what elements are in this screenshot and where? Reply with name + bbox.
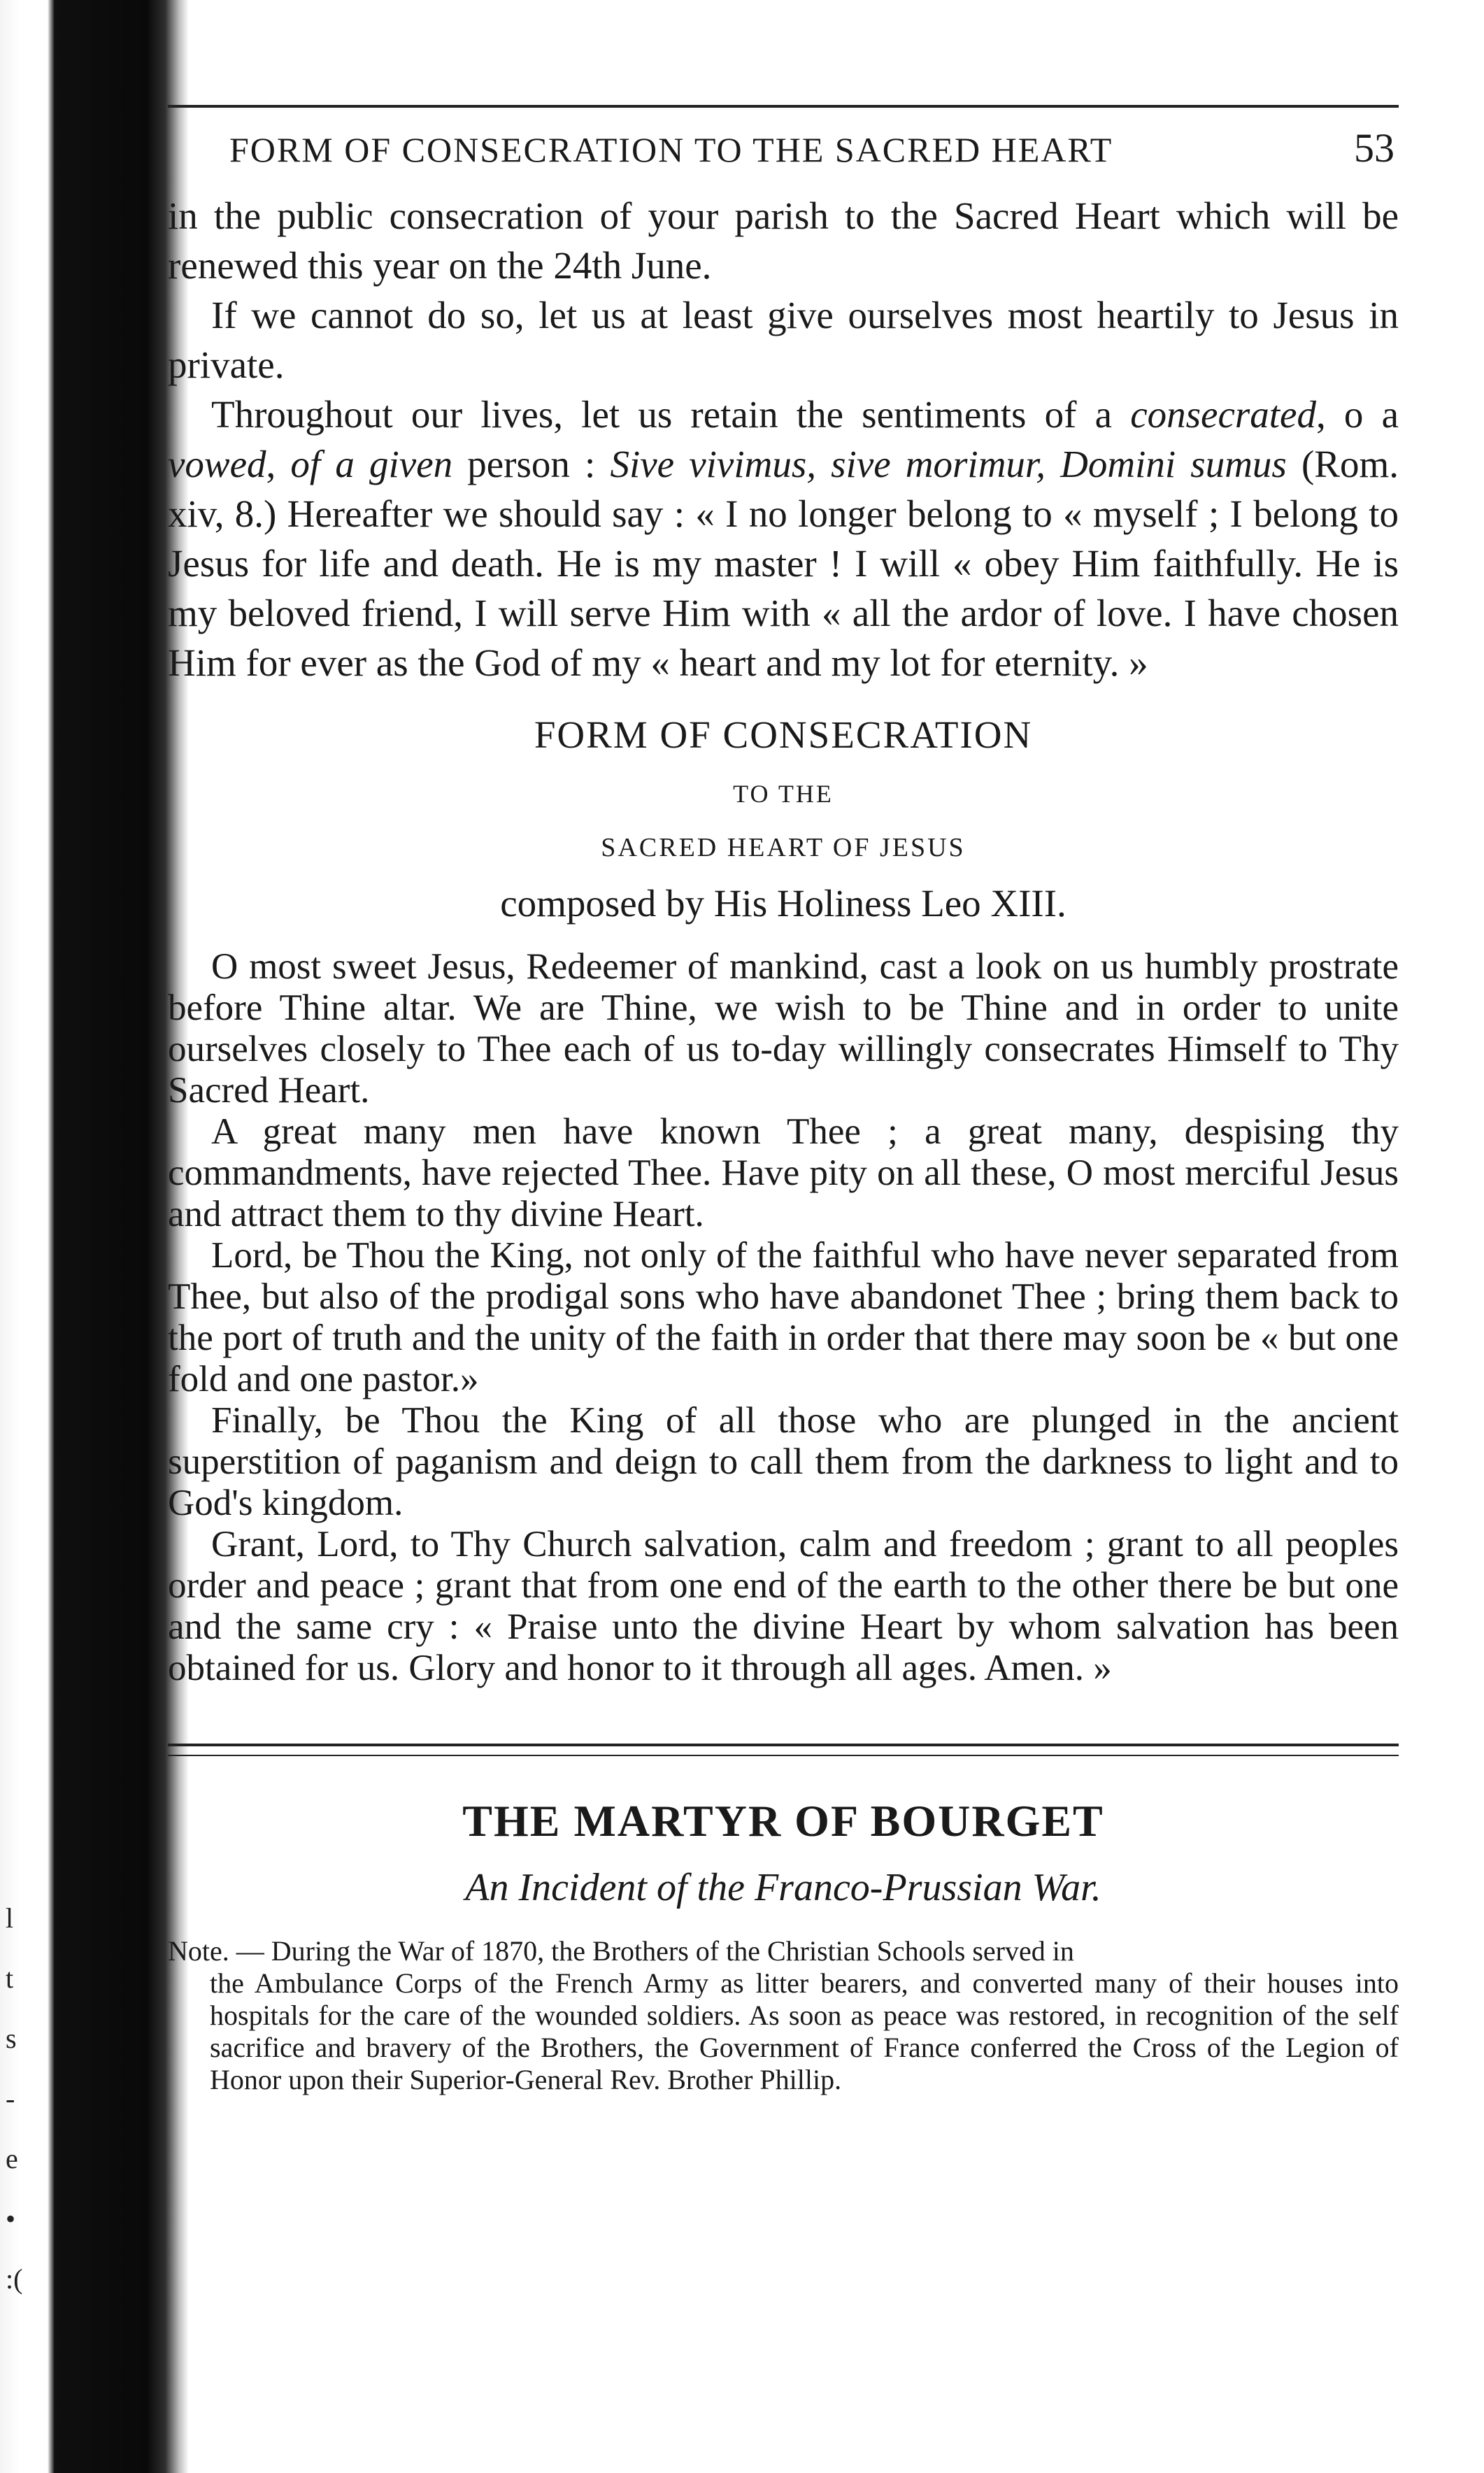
italic-text-run: consecrated bbox=[1130, 393, 1316, 436]
article-subtitle: An Incident of the Franco-Prussian War. bbox=[465, 1866, 1101, 1909]
margin-mark: s bbox=[6, 2023, 17, 2054]
note-body: the Ambulance Corps of the French Army as litter bearers, and converted many of their houses into hospitals for the care of the wounded soldiers. As soon as peace was restored, in recognition of the self sacrifice and bravery of the Brothers, the Government of France conferred the Cross of the Legion of Honor upon their Superior-General Rev. Brother Phillip. bbox=[210, 1967, 1399, 2095]
text-run: , bbox=[266, 443, 291, 485]
prayer-paragraph-2: A great many men have known Thee ; a great many, despising thy commandments, have rejected Thee. Have pity on all these, O most merciful Jesus and attract them to thy divine Heart. bbox=[168, 1111, 1399, 1234]
italic-text-run: of a given bbox=[290, 443, 453, 485]
consecration-attribution: composed by His Holiness Leo XIII. bbox=[500, 882, 1066, 925]
intro-paragraph-1: in the public consecration of your parish to the Sacred Heart which will be renewed this year on the 24th June. bbox=[168, 194, 1399, 287]
consecration-heading bbox=[168, 713, 1399, 925]
note-first-line: Note. — During the War of 1870, the Brothers of the Christian Schools served in bbox=[168, 1935, 1074, 1967]
text-run: , o a bbox=[1315, 393, 1399, 436]
margin-mark: l bbox=[6, 1902, 14, 1934]
text-run: person : bbox=[452, 443, 611, 485]
margin-marks bbox=[6, 1888, 34, 2309]
intro-paragraph-3 bbox=[168, 390, 1399, 687]
prayer-text bbox=[168, 946, 1399, 1689]
article-note bbox=[168, 1935, 1399, 2096]
margin-mark: e bbox=[6, 2143, 18, 2174]
prayer-paragraph-5: Grant, Lord, to Thy Church salvation, calm and freedom ; grant to all peoples order and peace ; grant that from one end of the earth to the other there be but one and the same cry : « Praise unto the divine Heart by whom salvation has been obtained for us. Glory and honor to it through all ages. Amen. » bbox=[168, 1524, 1399, 1688]
prayer-paragraph-4: Finally, be Thou the King of all those who are plunged in the ancient superstition of paganism and deign to call them from the darkness to light and to God's kingdom. bbox=[168, 1400, 1399, 1523]
consecration-title-line-3: SACRED HEART OF JESUS bbox=[601, 833, 966, 862]
prayer-paragraph-3: Lord, be Thou the King, not only of the faithful who have never separated from Thee, but also of the prodigal sons who have abandonet Thee ; bring them back to the port of truth and the unity of the faith in order that there may soon be « but one fold and one pastor.» bbox=[168, 1235, 1399, 1399]
section-divider bbox=[168, 1744, 1399, 1756]
latin-quotation: Sive vivimus, sive morimur, Domini sumus bbox=[610, 443, 1287, 485]
italic-text-run: vowed bbox=[168, 443, 266, 485]
book-page bbox=[168, 105, 1399, 2096]
margin-mark: - bbox=[6, 2083, 15, 2114]
text-run: Throughout our lives, let us retain the sentiments of a bbox=[211, 393, 1131, 436]
margin-mark: • bbox=[6, 2203, 16, 2235]
prayer-paragraph-1: O most sweet Jesus, Redeemer of mankind, cast a look on us humbly prostrate before Thine altar. We are Thine, we wish to be Thine and in order to unite ourselves closely to Thee each of us to-day willingly consecrates Himself to Thy Sacred Heart. bbox=[168, 946, 1399, 1111]
running-title: FORM OF CONSECRATION TO THE SACRED HEART bbox=[229, 130, 1113, 169]
margin-mark: t bbox=[6, 1962, 14, 1994]
running-header bbox=[168, 108, 1399, 191]
margin-mark: :( bbox=[6, 2263, 23, 2295]
consecration-title-line-2: TO THE bbox=[733, 780, 834, 808]
consecration-title: FORM OF CONSECRATION bbox=[534, 713, 1033, 756]
intro-paragraph-2: If we cannot do so, let us at least give ourselves most heartily to Jesus in private. bbox=[168, 294, 1399, 386]
article-title: THE MARTYR OF BOURGET bbox=[462, 1796, 1104, 1846]
page-number: 53 bbox=[1354, 125, 1394, 171]
text-run: (Rom. xiv, 8.) Hereafter we should say : « I no longer belong to « myself ; I belong to Jesus for life and death. He is my master ! I will « obey Him faithfully. He is my beloved friend, I will serve Him with « all the ardor of love. I have chosen Him for ever as the God of my « heart and my lot for eternity. » bbox=[168, 443, 1399, 684]
intro-section bbox=[168, 191, 1399, 687]
